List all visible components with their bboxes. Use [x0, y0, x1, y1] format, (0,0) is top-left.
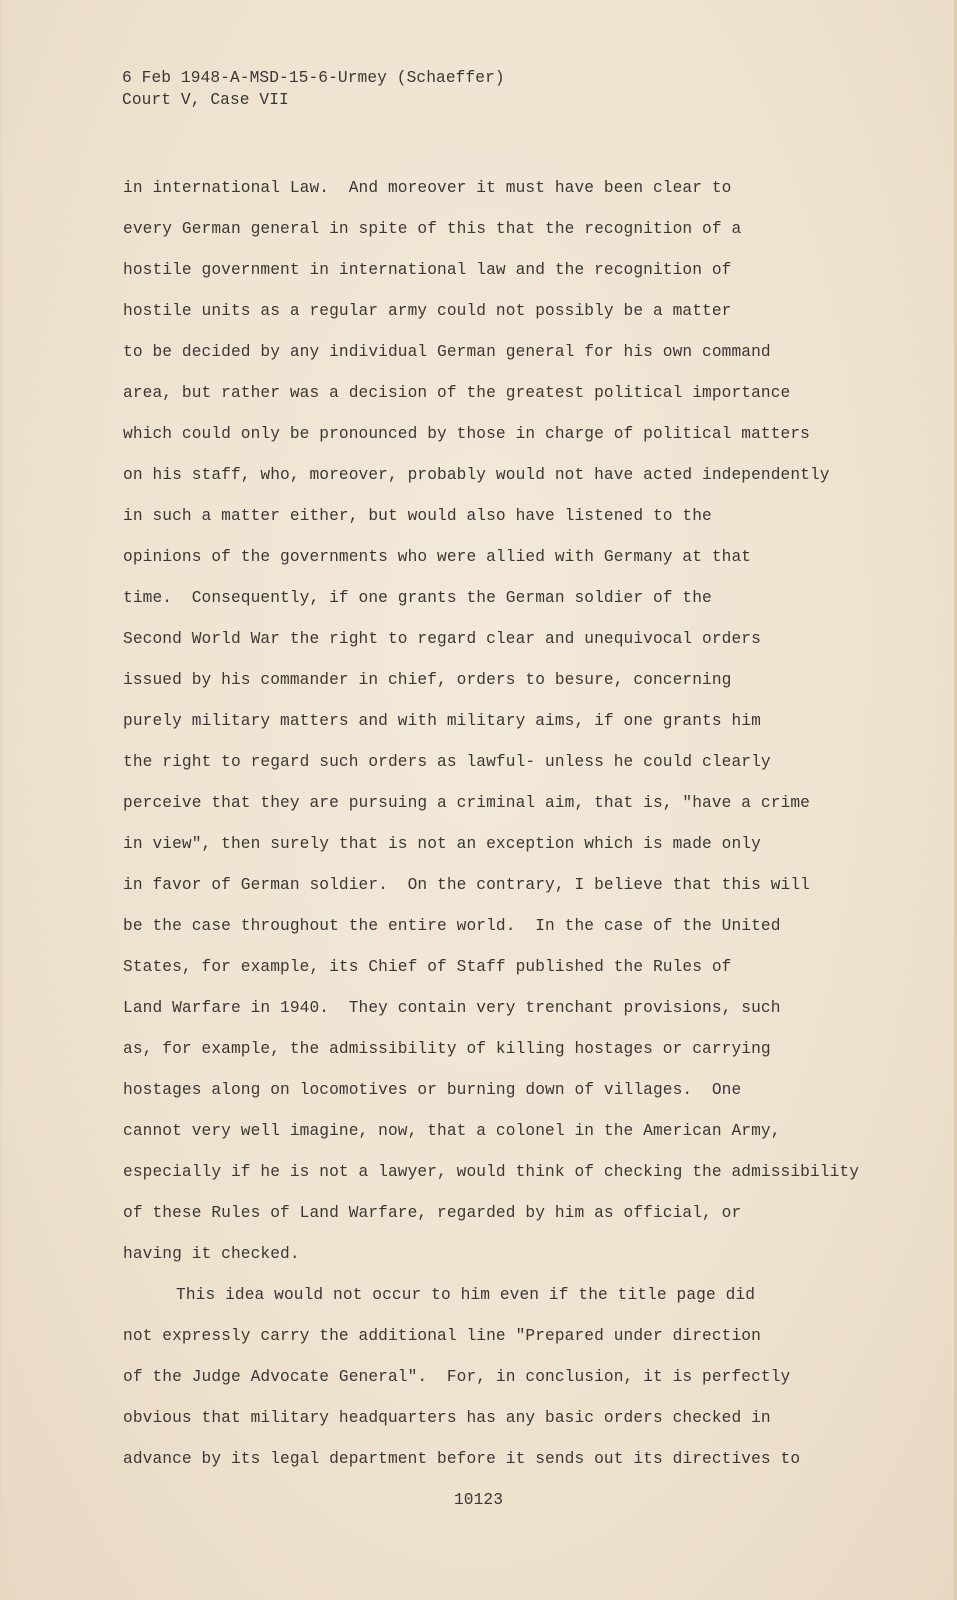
text-line: not expressly carry the additional line "Prepared under direction — [123, 1327, 761, 1345]
text-line: having it checked. — [123, 1245, 300, 1263]
text-line: in international Law. And moreover it must have been clear to — [123, 179, 732, 197]
text-line: to be decided by any individual German general for his own command — [123, 343, 771, 361]
header-court-case: Court V, Case VII — [122, 91, 289, 109]
text-line: be the case throughout the entire world. In the case of the United — [123, 917, 781, 935]
text-line: time. Consequently, if one grants the German soldier of the — [123, 589, 712, 607]
text-line: Land Warfare in 1940. They contain very trenchant provisions, such — [123, 999, 781, 1017]
text-line: perceive that they are pursuing a criminal aim, that is, "have a crime — [123, 794, 810, 812]
text-line: as, for example, the admissibility of killing hostages or carrying — [123, 1040, 771, 1058]
text-line: area, but rather was a decision of the greatest political importance — [123, 384, 791, 402]
text-line: especially if he is not a lawyer, would think of checking the admissibility — [123, 1163, 860, 1181]
text-line: purely military matters and with military aims, if one grants him — [123, 712, 761, 730]
text-line: obvious that military headquarters has any basic orders checked in — [123, 1409, 771, 1427]
text-line: every German general in spite of this that the recognition of a — [123, 220, 742, 238]
text-line: in such a matter either, but would also have listened to the — [123, 507, 712, 525]
text-line: advance by its legal department before it sends out its directives to — [123, 1450, 801, 1468]
text-line: issued by his commander in chief, orders to besure, concerning — [123, 671, 732, 689]
text-line: in favor of German soldier. On the contrary, I believe that this will — [123, 876, 810, 894]
text-line: of the Judge Advocate General". For, in conclusion, it is perfectly — [123, 1368, 791, 1386]
text-line: the right to regard such orders as lawful- unless he could clearly — [123, 753, 771, 771]
text-line: of these Rules of Land Warfare, regarded by him as official, or — [123, 1204, 742, 1222]
paragraph-first-line: This idea would not occur to him even if the title page did — [176, 1286, 756, 1304]
page-number: 10123 — [453, 1491, 504, 1509]
text-line: on his staff, who, moreover, probably would not have acted independently — [123, 466, 830, 484]
transcript-body — [123, 168, 923, 1480]
text-line: cannot very well imagine, now, that a colonel in the American Army, — [123, 1122, 781, 1140]
text-line: in view", then surely that is not an exception which is made only — [123, 835, 761, 853]
text-line: which could only be pronounced by those in charge of political matters — [123, 425, 810, 443]
text-line: Second World War the right to regard clear and unequivocal orders — [123, 630, 761, 648]
text-line: opinions of the governments who were allied with Germany at that — [123, 548, 752, 566]
text-line: States, for example, its Chief of Staff published the Rules of — [123, 958, 732, 976]
text-line: hostages along on locomotives or burning down of villages. One — [123, 1081, 742, 1099]
text-line: hostile government in international law and the recognition of — [123, 261, 732, 279]
text-line: hostile units as a regular army could not possibly be a matter — [123, 302, 732, 320]
document-header — [122, 67, 822, 111]
header-date-reference: 6 Feb 1948-A-MSD-15-6-Urmey (Schaeffer) — [122, 69, 505, 87]
